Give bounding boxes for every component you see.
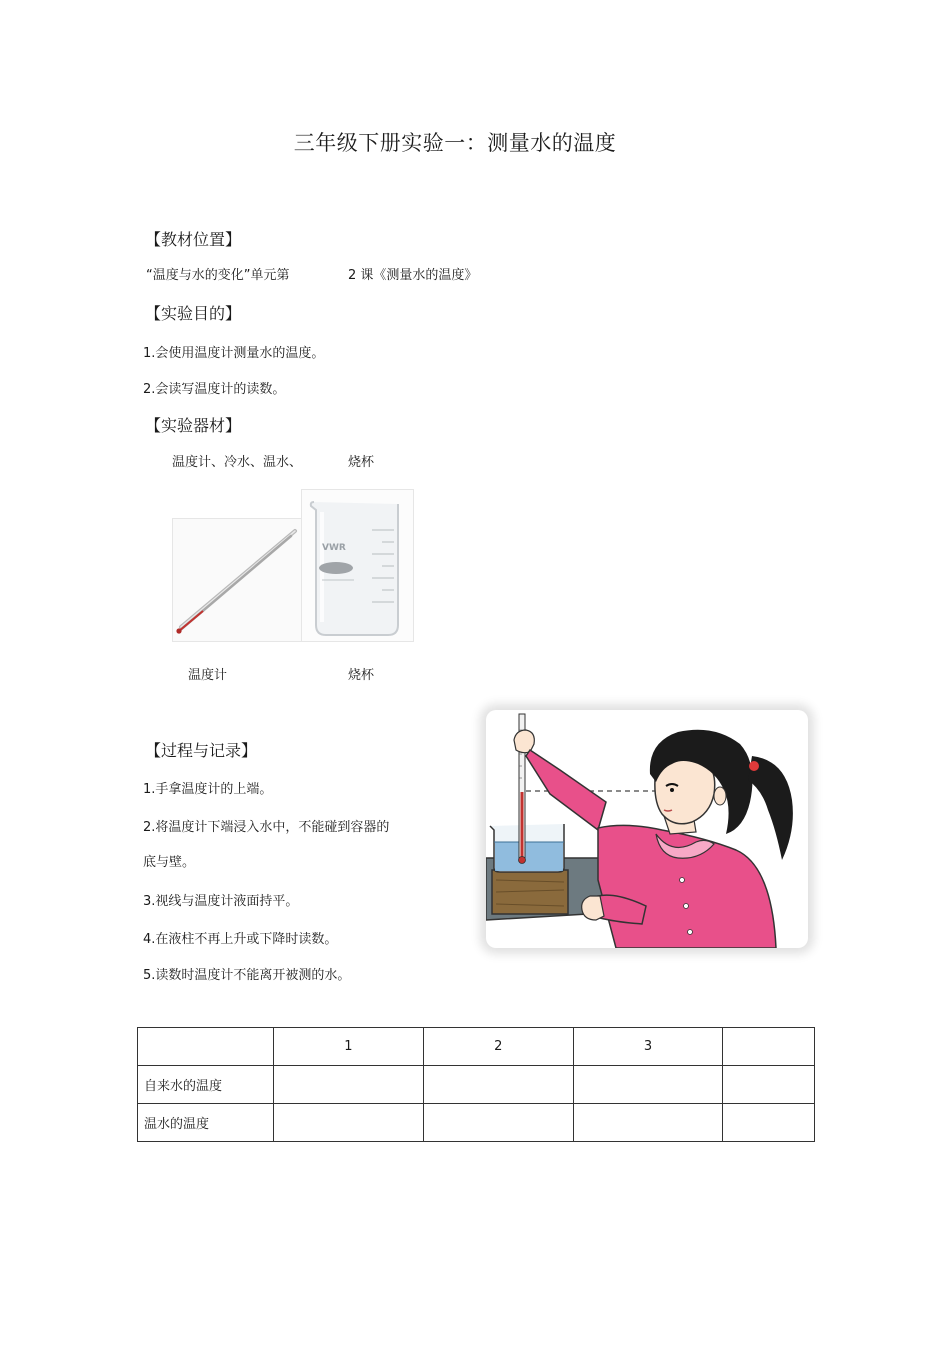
process-item: 底与壁。 <box>143 855 196 870</box>
table-cell[interactable] <box>274 1066 424 1104</box>
process-item: 3.视线与温度计液面持平。 <box>143 894 299 909</box>
svg-text:VWR: VWR <box>322 543 346 553</box>
table-cell[interactable] <box>723 1066 815 1104</box>
process-item: 2.将温度计下端浸入水中，不能碰到容器的 <box>143 820 390 835</box>
section-heading-process: 【过程与记录】 <box>145 741 258 760</box>
section-heading-location: 【教材位置】 <box>145 230 242 249</box>
location-text-a: “温度与水的变化”单元第 <box>146 268 290 283</box>
table-cell[interactable] <box>573 1066 723 1104</box>
process-item: 4.在液柱不再上升或下降时读数。 <box>143 932 338 947</box>
table-row-label: 温水的温度 <box>138 1104 274 1142</box>
thermometer-icon <box>173 519 301 641</box>
table-header-cell <box>723 1028 815 1066</box>
table-row <box>138 1104 815 1142</box>
table-cell[interactable] <box>423 1104 573 1142</box>
table-cell <box>138 1028 274 1066</box>
record-table <box>137 1027 815 1142</box>
table-header-row <box>138 1028 815 1066</box>
measurement-illustration <box>486 710 808 948</box>
table-row <box>138 1066 815 1104</box>
table-header-cell: 2 <box>423 1028 573 1066</box>
section-heading-materials: 【实验器材】 <box>145 416 242 435</box>
materials-list-b: 烧杯 <box>348 455 375 470</box>
purpose-item: 1.会使用温度计测量水的温度。 <box>143 346 325 361</box>
page-title: 三年级下册实验一：测量水的温度 <box>293 131 617 155</box>
table-row-label: 自来水的温度 <box>138 1066 274 1104</box>
section-heading-purpose: 【实验目的】 <box>145 304 242 323</box>
thermometer-photo <box>172 518 302 642</box>
thermometer-caption: 温度计 <box>188 668 228 683</box>
table-header-cell: 3 <box>573 1028 723 1066</box>
table-cell[interactable] <box>274 1104 424 1142</box>
table-cell[interactable] <box>573 1104 723 1142</box>
materials-list-a: 温度计、冷水、温水、 <box>172 455 303 470</box>
location-text-b: 2 课《测量水的温度》 <box>348 268 478 283</box>
process-item: 1.手拿温度计的上端。 <box>143 782 273 797</box>
purpose-item: 2.会读写温度计的读数。 <box>143 382 286 397</box>
beaker-photo <box>301 489 414 642</box>
table-header-cell: 1 <box>274 1028 424 1066</box>
beaker-caption: 烧杯 <box>348 668 375 683</box>
girl-reading-thermometer-icon <box>486 710 808 948</box>
beaker-icon <box>302 490 413 641</box>
table-cell[interactable] <box>723 1104 815 1142</box>
process-item: 5.读数时温度计不能离开被测的水。 <box>143 968 351 983</box>
table-cell[interactable] <box>423 1066 573 1104</box>
